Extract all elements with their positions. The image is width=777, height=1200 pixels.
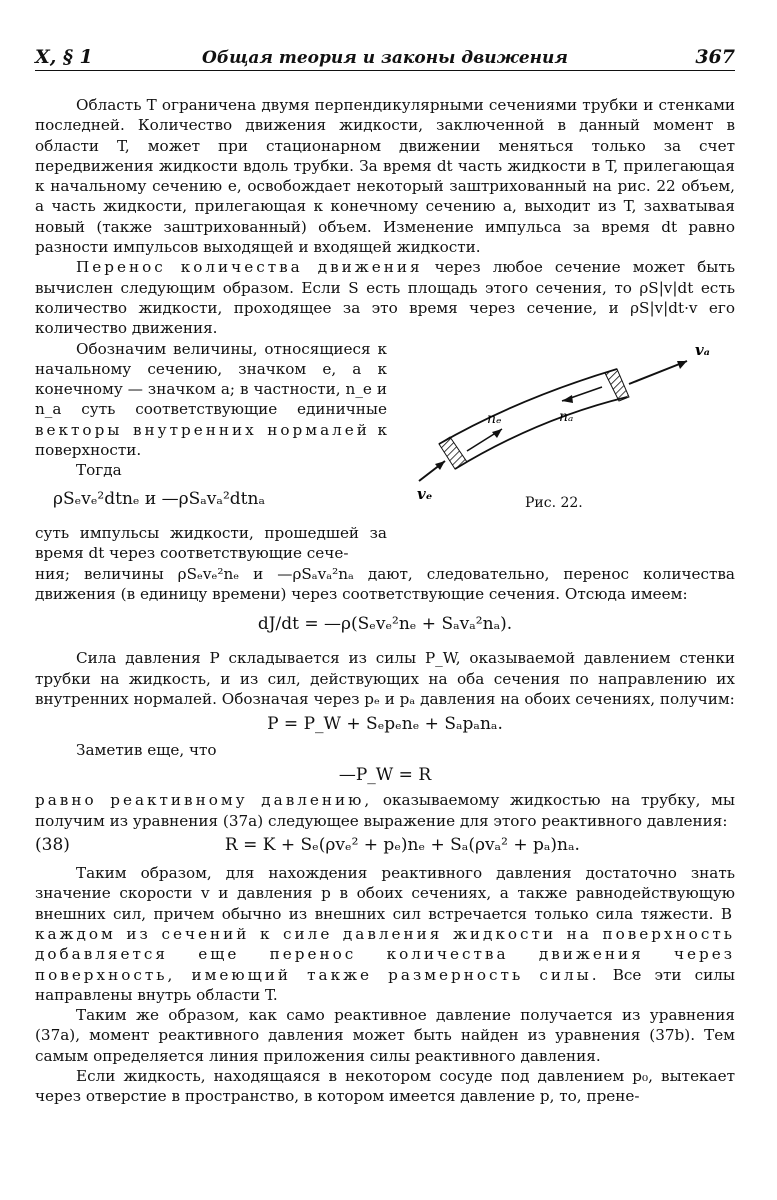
- label-na: nₐ: [559, 408, 574, 425]
- label-ne: nₑ: [487, 410, 502, 427]
- paragraph-conclusion: [35, 863, 735, 1005]
- conclusion-end: Все эти силы направлены внутрь области T.: [35, 965, 736, 1004]
- paragraph-momentum-transfer: [35, 257, 735, 338]
- equation-R: —P_W = R: [338, 764, 432, 785]
- equation-impulses: ρSₑvₑ²dtnₑ и —ρSₐvₐ²dtnₐ: [53, 488, 266, 509]
- paragraph-noting: Заметив еще, что: [76, 740, 217, 759]
- paragraph-region-T: Область T ограничена двумя перпендикулярными сечениями трубки и стенками последней. Количество движения жидкости, заключенной в данный момент в области T, может при стационарном движении меняться только за счет передвижения жидкости вдоль трубки. За время dt часть жидкости в T, прилегающая к начальному сечению e, освобождает некоторый заштрихованный на рис. 22 объем, а часть жидкости, прилегающая к конечному сечению a, выходит из T, захватывая новый (также заштрихованный) объем. Изменение импульса за время dt равно разности импульсов выходящей и входящей жидкости.: [35, 96, 735, 257]
- conclusion-text: Таким образом, для нахождения реактивного давления достаточно знать значение скорости v и давления p в обоих сечениях, а также равнодействующую внешних сил, причем обычно из внешних сил встречается только сила тяжести.: [35, 864, 735, 923]
- paragraph-moment: Таким же образом, как само реактивное давление получается из уравнения (37а), момент реактивного давления может быть найден из уравнения (37b). Тем самым определяется линия приложения силы реактивного давления.: [35, 1006, 735, 1065]
- equation-P: P = P_W + Sₑpₑnₑ + Sₐpₐnₐ.: [267, 714, 503, 735]
- paragraph-then: Тогда: [76, 461, 122, 480]
- spaced-term-normals: векторы внутренних нормалей: [35, 420, 370, 439]
- figure-row: [35, 339, 735, 564]
- paragraph-impulses-b: ния; величины ρSₑvₑ²nₑ и —ρSₐvₐ²nₐ дают, следовательно, перенос количества движения (в единицу времени) через соответствующие сечения. Отсюда имеем:: [35, 564, 735, 603]
- arrow-na-head: [562, 395, 573, 403]
- paragraph-impulses-a: суть импульсы жидкости, прошедшей за время dt через соответствующие сече-: [35, 523, 387, 563]
- arrow-ne-head: [492, 429, 502, 438]
- tube-lower-wall: [455, 397, 627, 469]
- paragraph-pressure-force: Сила давления P складывается из силы P_W, оказываемой давлением стенки трубки на жидкость, и из сил, действующих на оба сечения по направлению их внутренних нормалей. Обозначая через pₑ и pₐ давления на обоих сечениях, получим:: [35, 649, 735, 709]
- hatched-volume-exit: [605, 369, 629, 401]
- figure-caption: Рис. 22.: [525, 494, 583, 511]
- figure-22: [387, 339, 735, 564]
- paragraph-reactive-pressure: [35, 790, 735, 831]
- paragraph-outflow: Если жидкость, находящаяся в некотором сосуде под давлением p₀, вытекает через отверстие в пространство, в котором имеется давление p, то, прене-: [35, 1067, 735, 1106]
- reactive-text: оказываемому жидкостью на трубку, мы получим из уравнения (37а) следующее выражение для этого реактивного давления:: [35, 791, 735, 830]
- body-text: [35, 95, 735, 1107]
- equation-dJ-dt: dJ/dt = —ρ(Sₑvₑ²nₑ + Sₐvₐ²nₐ).: [257, 614, 513, 635]
- label-va: vₐ: [695, 340, 710, 359]
- spaced-term-transfer: Перенос количества движения: [76, 258, 423, 277]
- chapter-section: X, § 1: [35, 46, 93, 68]
- equation-38: [35, 835, 735, 855]
- figure-side-text: [35, 339, 387, 564]
- paragraph-momentum-text: через любое сечение может быть вычислен следующим образом. Если S есть площадь этого сечения, то ρS|v|dt есть количество жидкости, проходящее за это время через сечение, и ρS|v|dt·v его количество движения.: [35, 258, 735, 338]
- notation-text: Обозначим величины, относящиеся к начальному сечению, значком e, а к конечному — значком a; в частности, n_e и n_a суть соответствующие единичные: [35, 339, 387, 419]
- paragraph-notation: [35, 339, 387, 461]
- running-header: [35, 44, 735, 71]
- equation-38-label: (38): [35, 834, 70, 855]
- running-title: Общая теория и законы движения: [202, 48, 568, 68]
- label-ve: vₑ: [417, 484, 433, 503]
- notation-end: к поверхности.: [35, 420, 388, 460]
- page: [35, 44, 735, 1107]
- spaced-term-sections: В каждом из сечений к силе давления жидкости на поверхность добавляется еще перенос количества движения через поверхность, имеющий также размерность силы.: [35, 904, 735, 984]
- page-number: 367: [695, 46, 735, 68]
- spaced-term-reactive: равно реактивному давлению,: [35, 791, 373, 810]
- equation-38-body: R = K + Sₑ(ρvₑ² + pₑ)nₑ + Sₐ(ρvₐ² + pₐ)nₐ.: [224, 834, 580, 855]
- arrow-va-head: [677, 361, 687, 369]
